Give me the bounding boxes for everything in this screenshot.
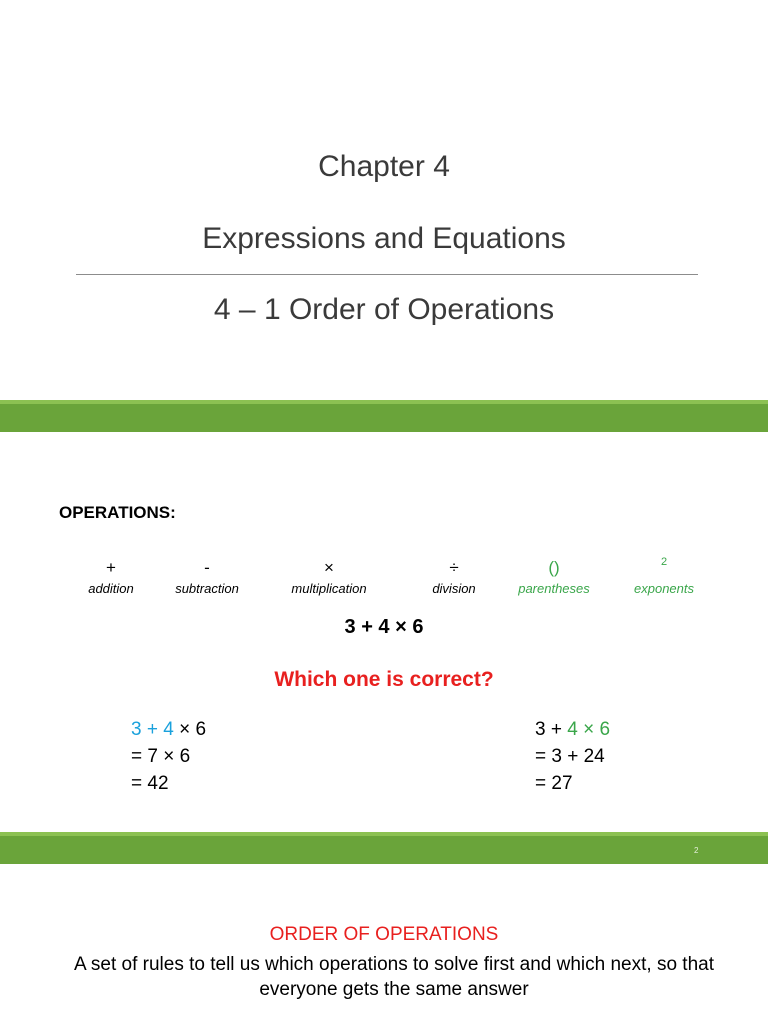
slide-number: 2 [694,846,699,855]
op-symbol: - [204,558,210,577]
chapter-title: Chapter 4 [318,150,450,183]
op-symbol: 2 [660,556,668,568]
left-line-1 [131,716,206,743]
left-rest: × 6 [173,719,207,740]
right-line-1 [535,716,610,743]
op-subtraction [142,558,272,596]
left-highlight: 3 + 4 [131,719,174,740]
op-symbol: () [548,558,560,577]
question-text: Which one is correct? [274,668,494,691]
right-highlight: 4 × 6 [567,719,611,740]
right-solution [535,716,610,797]
right-prefix: 3 + [535,719,568,740]
right-line-2: = 3 + 24 [535,746,605,767]
op-name: multiplication [291,581,367,596]
left-line-2: = 7 × 6 [131,746,191,767]
lesson-title: 4 – 1 Order of Operations [213,293,555,326]
right-line-3: = 27 [535,773,573,794]
op-name: parentheses [518,581,590,596]
order-of-operations-title: ORDER OF OPERATIONS [269,924,499,945]
op-name: exponents [634,581,694,596]
op-multiplication [264,558,394,596]
op-symbol: ÷ [449,558,459,577]
op-exponents [599,555,729,596]
slide-separator-bar [0,832,768,864]
op-name: division [432,581,476,596]
left-solution [131,716,206,797]
example-expression: 3 + 4 × 6 [344,616,424,638]
op-name: subtraction [175,581,239,596]
op-name: addition [88,581,134,596]
unit-title: Expressions and Equations [202,222,566,255]
op-symbol: + [106,558,116,577]
operations-heading: OPERATIONS: [59,503,176,522]
title-divider [76,274,698,275]
order-of-operations-definition: A set of rules to tell us which operations to solve first and which next, so that everyone gets the same answer [74,954,714,1000]
left-line-3: = 42 [131,773,169,794]
op-symbol: × [324,558,334,577]
slide-separator-bar [0,400,768,432]
